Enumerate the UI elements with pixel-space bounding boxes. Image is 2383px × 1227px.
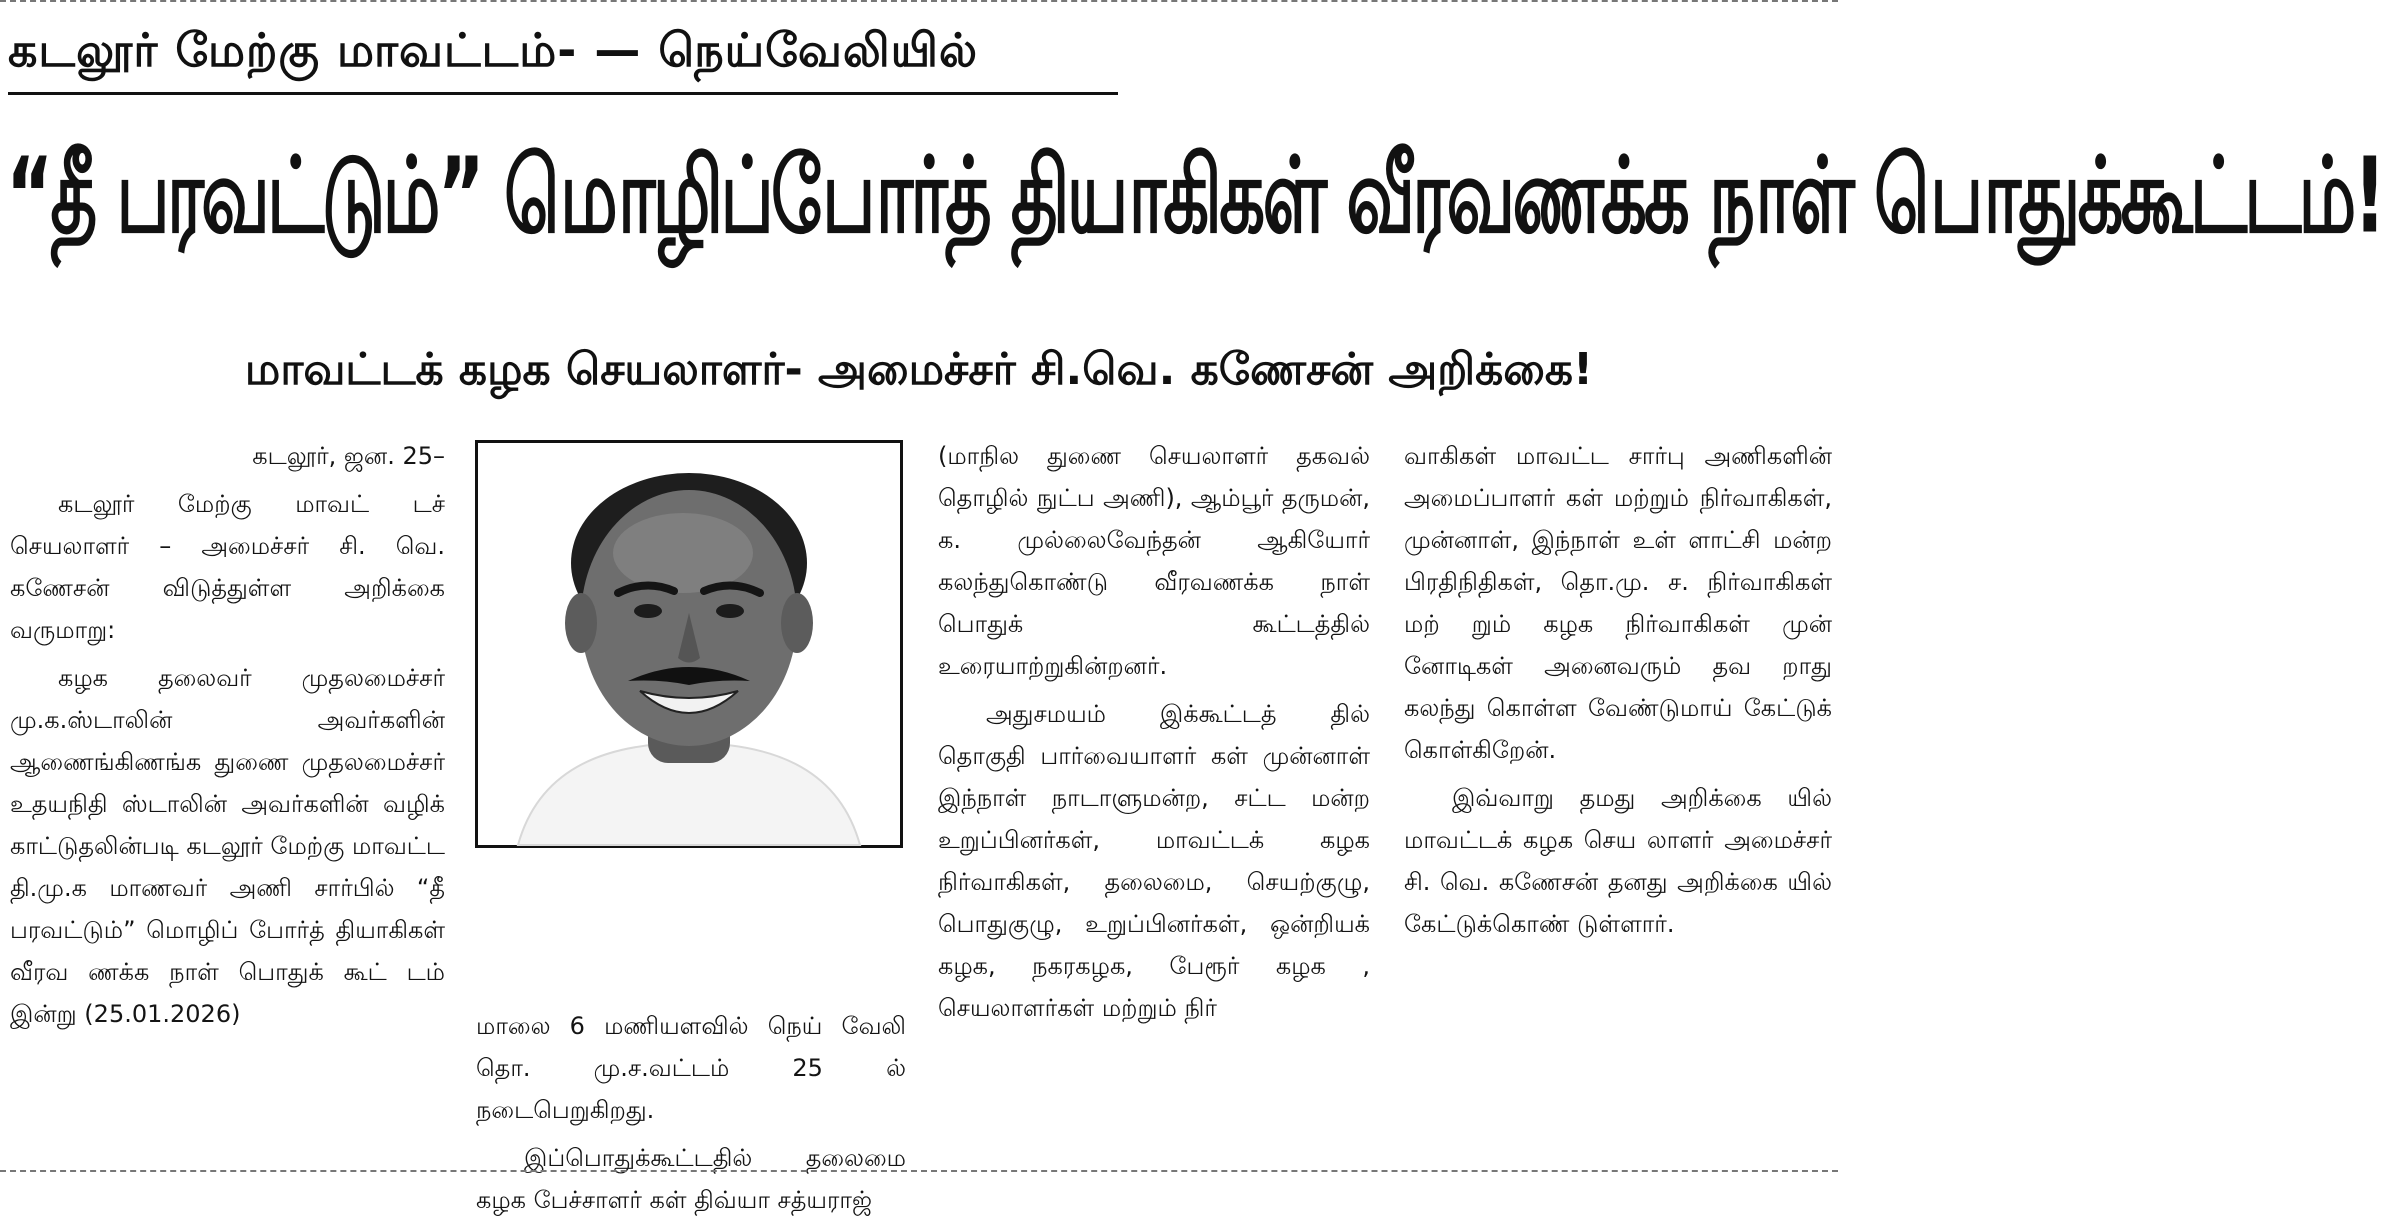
portrait-illustration	[478, 443, 900, 845]
article-column-2	[476, 1005, 906, 1227]
column-2-paragraph-1: மாலை 6 மணியளவில் நெய் வேலி தொ. மு.ச.வட்டம் 25 ல் நடைபெறுகிறது.	[476, 1012, 906, 1124]
portrait-photo	[475, 440, 903, 848]
dateline: கடலூர், ஜன. 25–	[252, 442, 445, 470]
article-column-1	[10, 435, 445, 1041]
article-kicker: கடலூர் மேற்கு மாவட்டம்- — நெய்வேலியில்	[8, 23, 979, 77]
column-3-paragraph-2: அதுசமயம் இக்கூட்டத் தில் தொகுதி பார்வையாளர் கள் முன்னாள் இந்நாள் நாடாளுமன்ற, சட்ட மன்ற உறுப்பினர்கள், மாவட்டக் கழக நிர்வாகிகள், தலைமை, செயற்குழு, பொதுகுழு, உறுப்பினர்கள், ஒன்றியக் கழக, நகரகழக, பேரூர் கழக , செயலாளர்கள் மற்றும் நிர்	[938, 700, 1370, 1022]
top-dashed-rule	[0, 0, 1838, 2]
column-1-paragraph-2: கழக தலைவர் முதலமைச்சர் மு.க.ஸ்டாலின் அவர்களின் ஆணைங்கிணங்க துணை முதலமைச்சர் உதயநிதி ஸ்டாலின் அவர்களின் வழிக் காட்டுதலின்படி கடலூர் மேற்கு மாவட்ட தி.மு.க மாணவர் அணி சார்பில் “தீ பரவட்டும்” மொழிப் போர்த் தியாகிகள் வீரவ ணக்க நாள் பொதுக் கூட் டம் இன்று (25.01.2026)	[10, 664, 445, 1028]
article-column-3	[938, 435, 1370, 1035]
bottom-dashed-rule	[0, 1170, 1838, 1172]
article-column-4	[1404, 435, 1832, 951]
column-3-paragraph-1: (மாநில துணை செயலாளர் தகவல் தொழில் நுட்ப அணி), ஆம்பூர் தருமன், க. முல்லைவேந்தன் ஆகியோர் கலந்துகொண்டு வீரவணக்க நாள் பொதுக் கூட்டத்தில் உரையாற்றுகின்றனர்.	[938, 442, 1370, 680]
column-4-paragraph-1: வாகிகள் மாவட்ட சார்பு அணிகளின் அமைப்பாளர் கள் மற்றும் நிர்வாகிகள், முன்னாள், இந்நாள் உள் ளாட்சி மன்ற பிரதிநிதிகள், தொ.மு. ச. நிர்வாகிகள் மற் றும் கழக நிர்வாகிகள் முன் னோடிகள் அனைவரும் தவ றாது கலந்து கொள்ள வேண்டுமாய் கேட்டுக் கொள்கிறேன்.	[1404, 442, 1832, 764]
column-2-paragraph-2: இப்பொதுக்கூட்டதில் தலைமை கழக பேச்சாளர் கள் திவ்யா சத்யராஜ்	[476, 1144, 906, 1214]
column-1-paragraph-1: கடலூர் மேற்கு மாவட் டச் செயலாளர் – அமைச்சர் சி. வெ. கணேசன் விடுத்துள்ள அறிக்கை வருமாறு:	[10, 490, 445, 644]
article-subheadline: மாவட்டக் கழக செயலாளர்- அமைச்சர் சி.வெ. கணேசன் அறிக்கை!	[244, 344, 1594, 395]
column-4-paragraph-2: இவ்வாறு தமது அறிக்கை யில் மாவட்டக் கழக செய லாளர் அமைச்சர் சி. வெ. கணேசன் தனது அறிக்கை யில் கேட்டுக்கொண் டுள்ளார்.	[1404, 784, 1832, 938]
article-headline: “தீ பரவட்டும்” மொழிப்போர்த் தியாகிகள் வீரவணக்க நாள் பொதுக்கூட்டம்!	[6, 134, 2383, 256]
